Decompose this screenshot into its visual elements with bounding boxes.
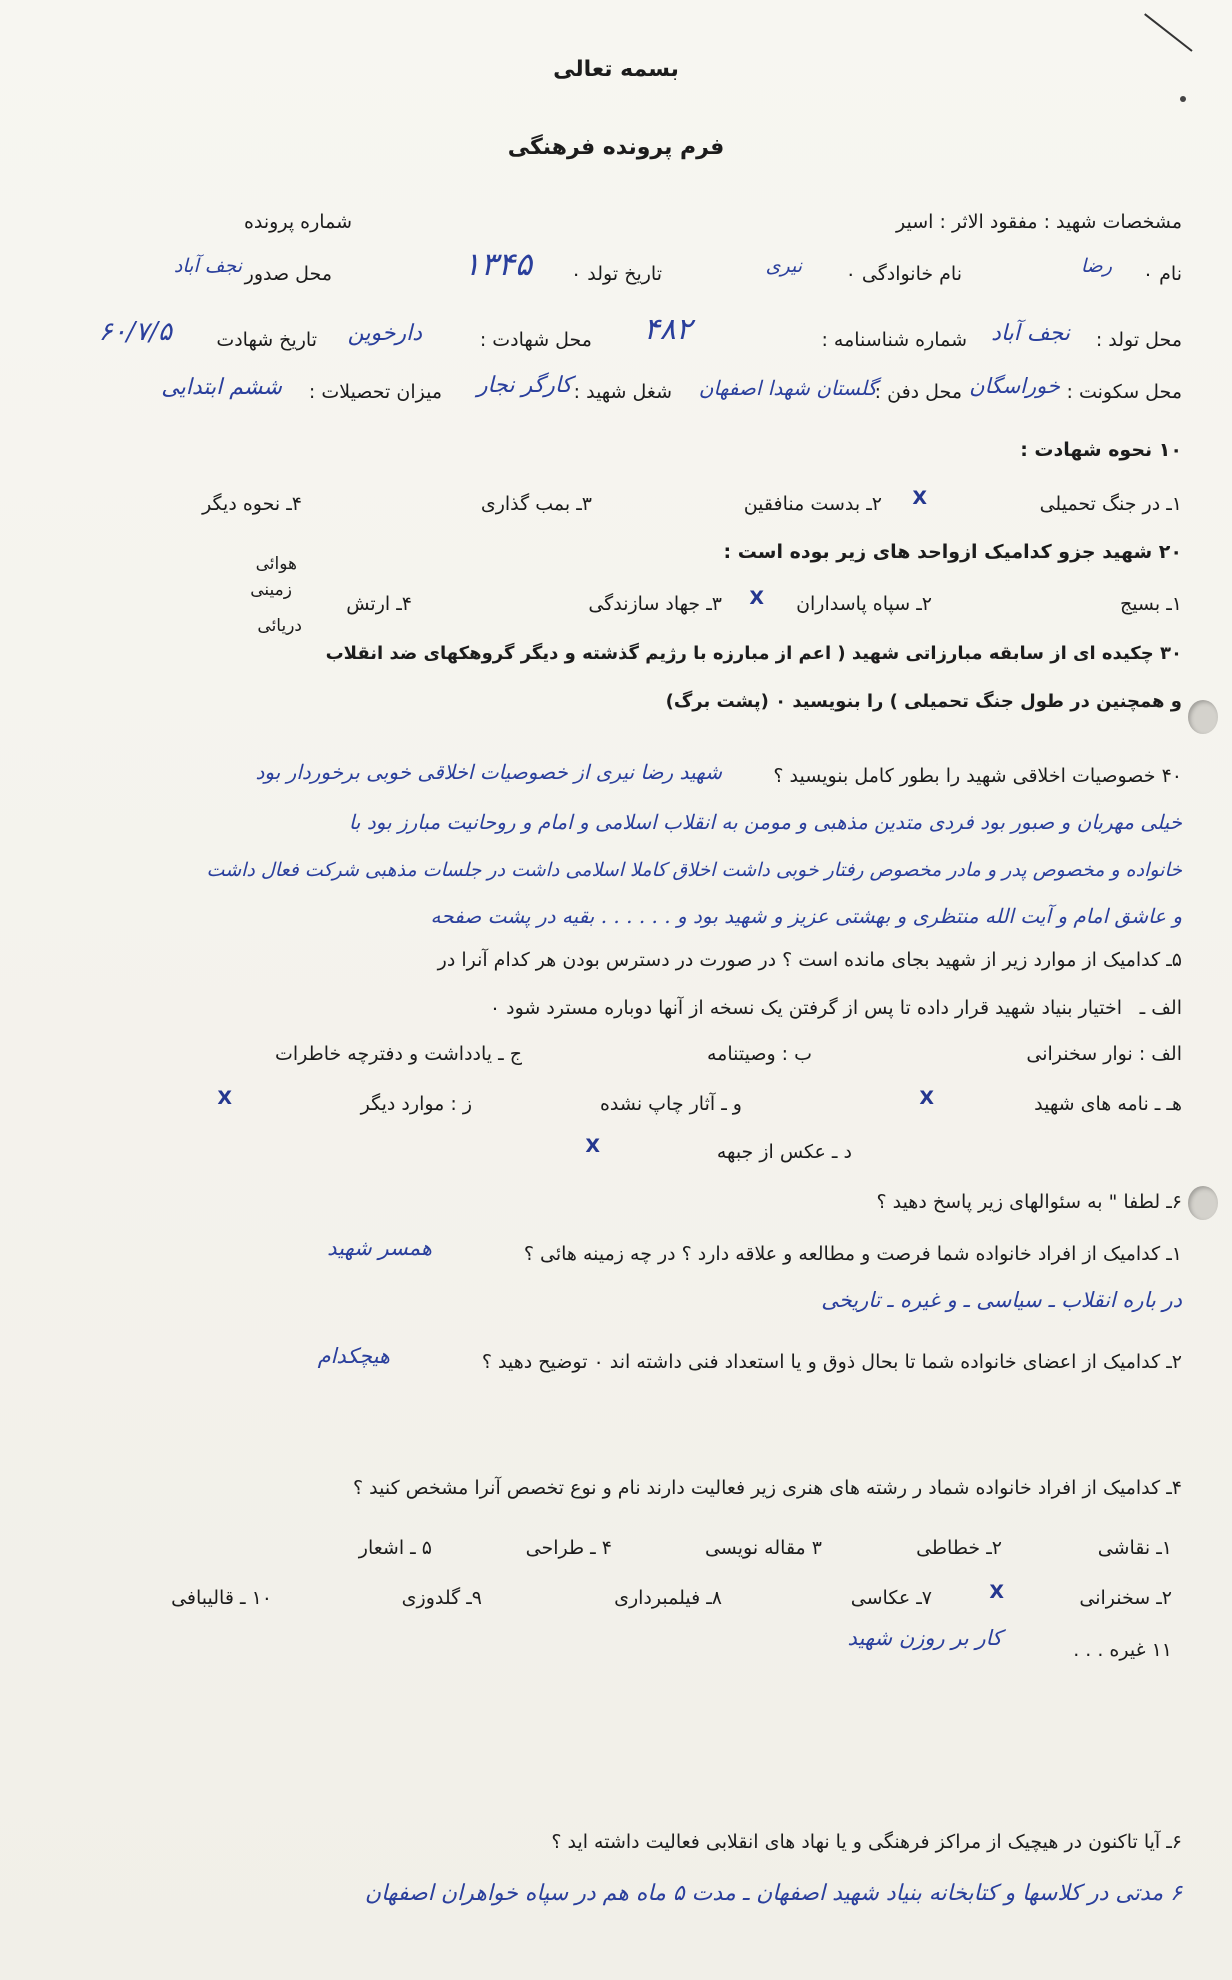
q5-option-h: هـ ـ نامه های شهید — [1034, 1093, 1182, 1115]
arts-check-mark: X — [989, 1581, 1004, 1603]
q2-option-2: ۲ـ سپاه پاسداران — [796, 593, 932, 615]
q4-answer-line-1: شهید رضا نیری از خصوصیات اخلاقی خوبی برخوردار بود — [255, 760, 722, 784]
pin-hole — [1180, 96, 1186, 102]
corner-tear-mark — [1144, 13, 1193, 52]
q4-prompt: ۴۰ خصوصیات اخلاقی شهید را بطور کامل بنویسید ؟ — [773, 765, 1182, 787]
arts-other-label: ۱۱ غیره . . . — [1073, 1639, 1172, 1661]
q6-sub-2-answer: هیچکدام — [317, 1344, 390, 1368]
q5-option-b: ب : وصیتنامه — [706, 1043, 812, 1065]
residence-label: محل سکونت : — [1066, 381, 1182, 403]
q2-option-3: ۳ـ جهاد سازندگی — [588, 593, 722, 615]
q3-line-1: ۳۰ چکیده ای از سابقه مبارزاتی شهید ( اعم از مبارزه با رژیم گذشته و دیگر گروهکهای ضد انقلاب — [325, 643, 1182, 664]
army-branch-air: هوائی — [255, 554, 297, 574]
q7-answer: ۶ مدتی در کلاسها و کتابخانه بنیاد شهید اصفهان ـ مدت ۵ ماه هم در سپاه خواهران اصفهان — [364, 1881, 1182, 1906]
q4-answer-line-2: خیلی مهربان و صبور بود فردی متدین مذهبی و مومن به انقلاب اسلامی و امام و روحانیت مبارز بود با — [348, 810, 1182, 834]
martyr-place-label: محل شهادت : — [479, 329, 592, 351]
q1-option-3: ۳ـ بمب گذاری — [480, 493, 592, 515]
q2-option-1: ۱ـ بسیج — [1119, 593, 1182, 615]
arts-option-4: ۴ ـ طراحی — [525, 1537, 612, 1559]
army-branch-ground: زمینی — [250, 580, 292, 600]
q7-title: ۶ـ آیا تاکنون در هیچیک از مراکز فرهنگی و یا نهاد های انقلابی فعالیت داشته اید ؟ — [551, 1831, 1182, 1853]
arts-option-10: ۱۰ ـ قالیبافی — [171, 1587, 272, 1609]
army-branch-sea: دریائی — [257, 616, 302, 636]
q6-title: ۶ـ لطفا " به سئوالهای زیر پاسخ دهید ؟ — [876, 1191, 1182, 1213]
arts-option-8: ۸ـ فیلمبرداری — [614, 1587, 722, 1609]
binder-hole-icon — [1188, 700, 1218, 734]
birth-place-value: نجف آباد — [991, 321, 1070, 346]
q1-title: ۱۰ نحوه شهادت : — [1020, 439, 1182, 461]
issue-place-label: محل صدور — [244, 263, 332, 285]
education-value: ششم ابتدایی — [161, 375, 282, 400]
q1-option-2: ۲ـ بدست منافقین — [743, 493, 882, 515]
q5-option-a: الف : نوار سخنرانی — [1026, 1043, 1182, 1065]
q5-option-c: ج ـ یادداشت و دفترچه خاطرات — [274, 1043, 522, 1065]
q3-line-2: و همچنین در طول جنگ تحمیلی ) را بنویسید ۰ (پشت برگ) — [665, 691, 1182, 712]
q2-title: ۲۰ شهید جزو کدامیک ازواحد های زیر بوده است : — [723, 541, 1182, 563]
arts-option-5: ۵ ـ اشعار — [358, 1537, 432, 1559]
job-label: شغل شهید : — [573, 381, 672, 403]
martyr-date-value: ۶۰/۷/۵ — [98, 317, 172, 347]
binder-hole-icon — [1188, 1186, 1218, 1220]
birth-date-label: تاریخ تولد ۰ — [571, 263, 662, 285]
arts-other-answer: کار بر روزن شهید — [847, 1626, 1002, 1650]
family-label: نام خانوادگی ۰ — [845, 263, 962, 285]
basmala: بسمه تعالی — [553, 57, 679, 82]
id-number-value: ۴۸۲ — [643, 312, 692, 347]
q5-line-1: ۵ـ کدامیک از موارد زیر از شهید بجای مانده است ؟ در صورت در دسترس بودن هر کدام آنرا در — [437, 949, 1182, 971]
id-number-label: شماره شناسنامه : — [821, 329, 967, 351]
arts-title: ۴ـ کدامیک از افراد خانواده شماد ر رشته های هنری زیر فعالیت دارند نام و نوع تخصص آنرا مشخص کنید ؟ — [353, 1477, 1182, 1499]
martyr-status-line: مشخصات شهید : مفقود الاثر : اسیر — [896, 211, 1182, 233]
case-number-label: شماره پرونده — [243, 211, 352, 233]
name-value: رضا — [1080, 255, 1112, 277]
arts-option-7: ۷ـ عکاسی — [850, 1587, 932, 1609]
arts-option-3: ۳ مقاله نویسی — [704, 1537, 822, 1559]
q5-option-z: ز : موارد دیگر — [360, 1093, 472, 1115]
burial-label: محل دفن : — [874, 381, 962, 403]
name-label: نام ۰ — [1142, 263, 1182, 285]
arts-option-2: ۲ـ خطاطی — [916, 1537, 1002, 1559]
form-title: فرم پرونده فرهنگی — [507, 135, 725, 160]
q5-check-mark: X — [919, 1087, 934, 1109]
q1-check-mark: X — [912, 487, 927, 509]
q5-option-v: و ـ آثار چاپ نشده — [599, 1093, 742, 1115]
q4-answer-line-4: و عاشق امام و آیت الله منتظری و بهشتی عزیز و شهید بود و . . . . . . بقیه در پشت صفحه — [430, 904, 1182, 928]
birth-place-label: محل تولد : — [1095, 329, 1182, 351]
arts-option-6: ۲ـ سخنرانی — [1079, 1587, 1172, 1609]
q5-option-d: د ـ عکس از جبهه — [716, 1141, 852, 1163]
martyr-place-value: دارخوین — [347, 321, 422, 346]
family-value: نیری — [765, 255, 802, 277]
q6-sub-2: ۲ـ کدامیک از اعضای خانواده شما تا بحال ذوق و یا استعداد فنی داشته اند ۰ توضیح دهید ؟ — [481, 1351, 1182, 1373]
q6-sub-1-answer-a: همسر شهید — [327, 1236, 432, 1260]
q1-option-4: ۴ـ نحوه دیگر — [202, 493, 302, 515]
q6-sub-1-answer-b: در باره انقلاب ـ سیاسی ـ و غیره ـ تاریخی — [821, 1288, 1182, 1312]
q1-option-1: ۱ـ در جنگ تحمیلی — [1039, 493, 1182, 515]
burial-value: گلستان شهدا اصفهان — [698, 376, 877, 400]
q5-line-2-prefix: الف ـ — [1139, 997, 1182, 1019]
birth-date-value: ۱۳۴۵ — [463, 245, 532, 283]
q6-sub-1: ۱ـ کدامیک از افراد خانواده شما فرصت و مطالعه و علاقه دارد ؟ در چه زمینه هائی ؟ — [523, 1243, 1182, 1265]
education-label: میزان تحصیلات : — [308, 381, 442, 403]
residence-value: خوراسگان — [969, 374, 1060, 398]
martyr-date-label: تاریخ شهادت — [216, 329, 317, 351]
q5-line-2: اختیار بنیاد شهید قرار داده تا پس از گرفتن یک نسخه از آنها دوباره مسترد شود ۰ — [489, 997, 1122, 1019]
job-value: کارگر نجار — [476, 373, 572, 398]
q2-option-4: ۴ـ ارتش — [346, 593, 412, 615]
issue-place-value: نجف آباد — [173, 255, 242, 277]
arts-option-9: ۹ـ گلدوزی — [401, 1587, 482, 1609]
q5-check-mark: X — [217, 1087, 232, 1109]
q4-answer-line-3: خانواده و مخصوص پدر و مادر مخصوص رفتار خوبی داشت اخلاق کاملا اسلامی داشت در جلسات مذهبی شرکت فعال داشت — [206, 859, 1182, 881]
q5-check-mark: X — [585, 1135, 600, 1157]
arts-option-1: ۱ـ نقاشی — [1097, 1537, 1172, 1559]
q2-check-mark: X — [749, 587, 764, 609]
